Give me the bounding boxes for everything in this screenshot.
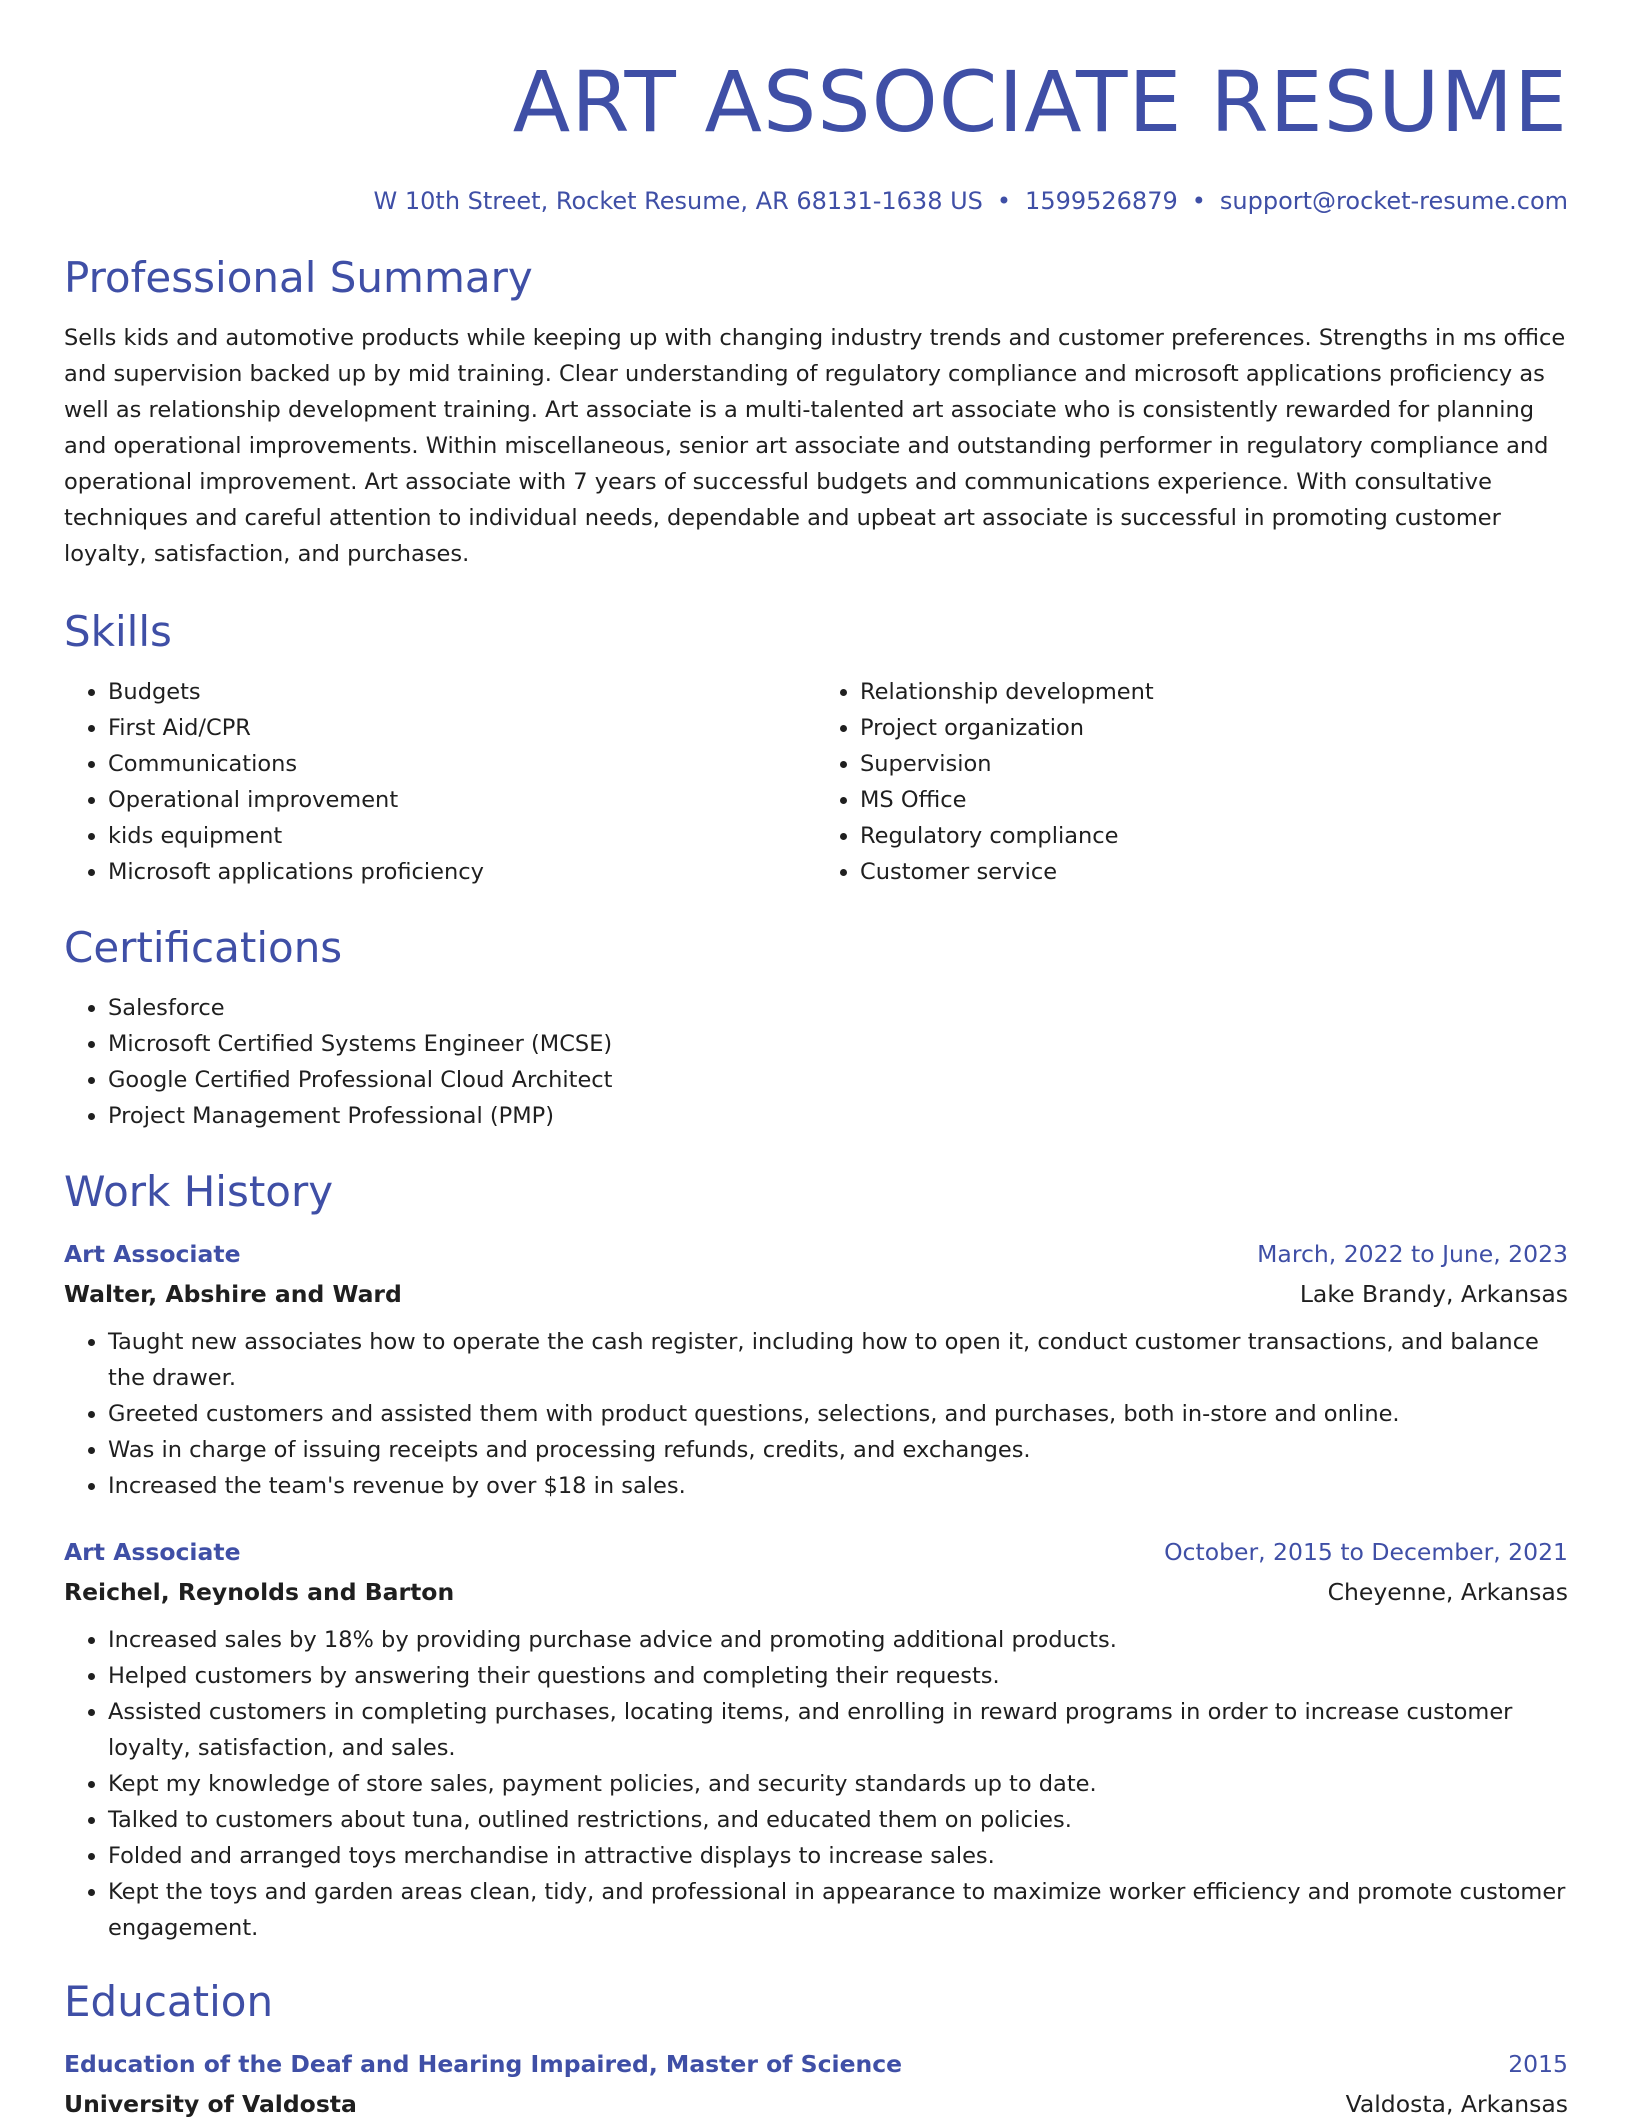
job-bullet: • Kept the toys and garden areas clean, tidy, and professional in appearance to maximize worker efficiency and promote customer engagement. (108, 1874, 1568, 1946)
job-bullet: • Kept my knowledge of store sales, payment policies, and security standards up to date. (108, 1766, 1568, 1802)
job-bullet: • Increased the team's revenue by over $18 in sales. (108, 1468, 1568, 1504)
resume-title: ART ASSOCIATE RESUME (512, 53, 1568, 151)
skills-heading: Skills (64, 607, 172, 656)
skill-item: • Operational improvement (108, 782, 816, 818)
certification-item: • Project Management Professional (PMP) (108, 1098, 1568, 1134)
skill-item: • Communications (108, 746, 816, 782)
skill-item: • kids equipment (108, 818, 816, 854)
skill-item: • Customer service (860, 854, 1568, 890)
job-bullet: • Taught new associates how to operate the cash register, including how to open it, conduct customer transactions, and balance the drawer. (108, 1324, 1568, 1396)
job-location: Cheyenne, Arkansas (1327, 1578, 1568, 1606)
job-location: Lake Brandy, Arkansas (1299, 1280, 1568, 1308)
summary-heading: Professional Summary (64, 253, 533, 302)
work-history-section (64, 1164, 1568, 1946)
job-company: Reichel, Reynolds and Barton (64, 1578, 455, 1606)
contact-separator: • (1191, 187, 1206, 215)
job-bullet: • Talked to customers about tuna, outlined restrictions, and educated them on policies. (108, 1802, 1568, 1838)
job-bullets (64, 1622, 1568, 1946)
job-dates: October, 2015 to December, 2021 (1164, 1538, 1568, 1566)
job-bullet: • Increased sales by 18% by providing purchase advice and promoting additional products. (108, 1622, 1568, 1658)
job-entry (64, 1532, 1568, 1946)
certification-item: • Google Certified Professional Cloud Architect (108, 1062, 1568, 1098)
education-degree-row (64, 2044, 1568, 2084)
job-company-row (64, 1274, 1568, 1314)
job-bullet: • Was in charge of issuing receipts and processing refunds, credits, and exchanges. (108, 1432, 1568, 1468)
education-section (64, 1974, 1568, 2124)
job-bullet: • Assisted customers in completing purchases, locating items, and enrolling in reward programs in order to increase customer loyalty, satisfaction, and sales. (108, 1694, 1568, 1766)
skill-item: • Microsoft applications proficiency (108, 854, 816, 890)
education-year: 2015 (1508, 2050, 1568, 2078)
job-bullet: • Helped customers by answering their questions and completing their requests. (108, 1658, 1568, 1694)
education-degree: Education of the Deaf and Hearing Impaired, Master of Science (64, 2050, 903, 2078)
contact-phone[interactable]: 1599526879 (1025, 187, 1178, 215)
job-title: Art Associate (64, 1240, 241, 1268)
job-company-row (64, 1572, 1568, 1612)
education-heading: Education (64, 1977, 274, 2026)
certifications-section (64, 920, 1568, 1134)
job-entry (64, 1234, 1568, 1504)
summary-text: Sells kids and automotive products while keeping up with changing industry trends and customer preferences. Strengths in ms office and supervision backed up by mid training. Clear understanding of regulatory compliance and microsoft applications proficiency as well as relationship development training. Art associate is a multi-talented art associate who is consistently rewarded for planning and operational improvements. Within miscellaneous, senior art associate and outstanding performer in regulatory compliance and operational improvement. Art associate with 7 years of successful budgets and communications experience. With consultative techniques and careful attention to individual needs, dependable and upbeat art associate is successful in promoting customer loyalty, satisfaction, and purchases. (64, 325, 1566, 567)
job-title: Art Associate (64, 1538, 241, 1566)
certifications-heading: Certifications (64, 923, 343, 972)
skills-list-right (816, 674, 1568, 890)
skills-list-left (64, 674, 816, 890)
skills-section (64, 604, 1568, 890)
contact-address: W 10th Street, Rocket Resume, AR 68131-1638 US (373, 187, 983, 215)
job-bullet: • Greeted customers and assisted them with product questions, selections, and purchases, both in-store and online. (108, 1396, 1568, 1432)
skills-grid (64, 674, 1568, 890)
job-bullet: • Folded and arranged toys merchandise in attractive displays to increase sales. (108, 1838, 1568, 1874)
skill-item: • Regulatory compliance (860, 818, 1568, 854)
education-school-row (64, 2084, 1568, 2124)
skill-item: • MS Office (860, 782, 1568, 818)
education-school: University of Valdosta (64, 2090, 357, 2118)
certification-item: • Microsoft Certified Systems Engineer (MCSE) (108, 1026, 1568, 1062)
skill-item: • Supervision (860, 746, 1568, 782)
contact-email[interactable]: support@rocket-resume.com (1219, 187, 1568, 215)
job-title-row (64, 1234, 1568, 1274)
contact-line (64, 184, 1568, 218)
job-title-row (64, 1532, 1568, 1572)
job-bullets (64, 1324, 1568, 1504)
certification-item: • Salesforce (108, 990, 1568, 1026)
skill-item: • Project organization (860, 710, 1568, 746)
job-company: Walter, Abshire and Ward (64, 1280, 402, 1308)
job-dates: March, 2022 to June, 2023 (1257, 1240, 1568, 1268)
contact-separator: • (996, 187, 1012, 215)
certifications-list (64, 990, 1568, 1134)
summary-section (64, 250, 1568, 572)
skill-item: • Relationship development (860, 674, 1568, 710)
work-history-heading: Work History (64, 1167, 334, 1216)
skill-item: • Budgets (108, 674, 816, 710)
education-location: Valdosta, Arkansas (1345, 2090, 1568, 2118)
skill-item: • First Aid/CPR (108, 710, 816, 746)
